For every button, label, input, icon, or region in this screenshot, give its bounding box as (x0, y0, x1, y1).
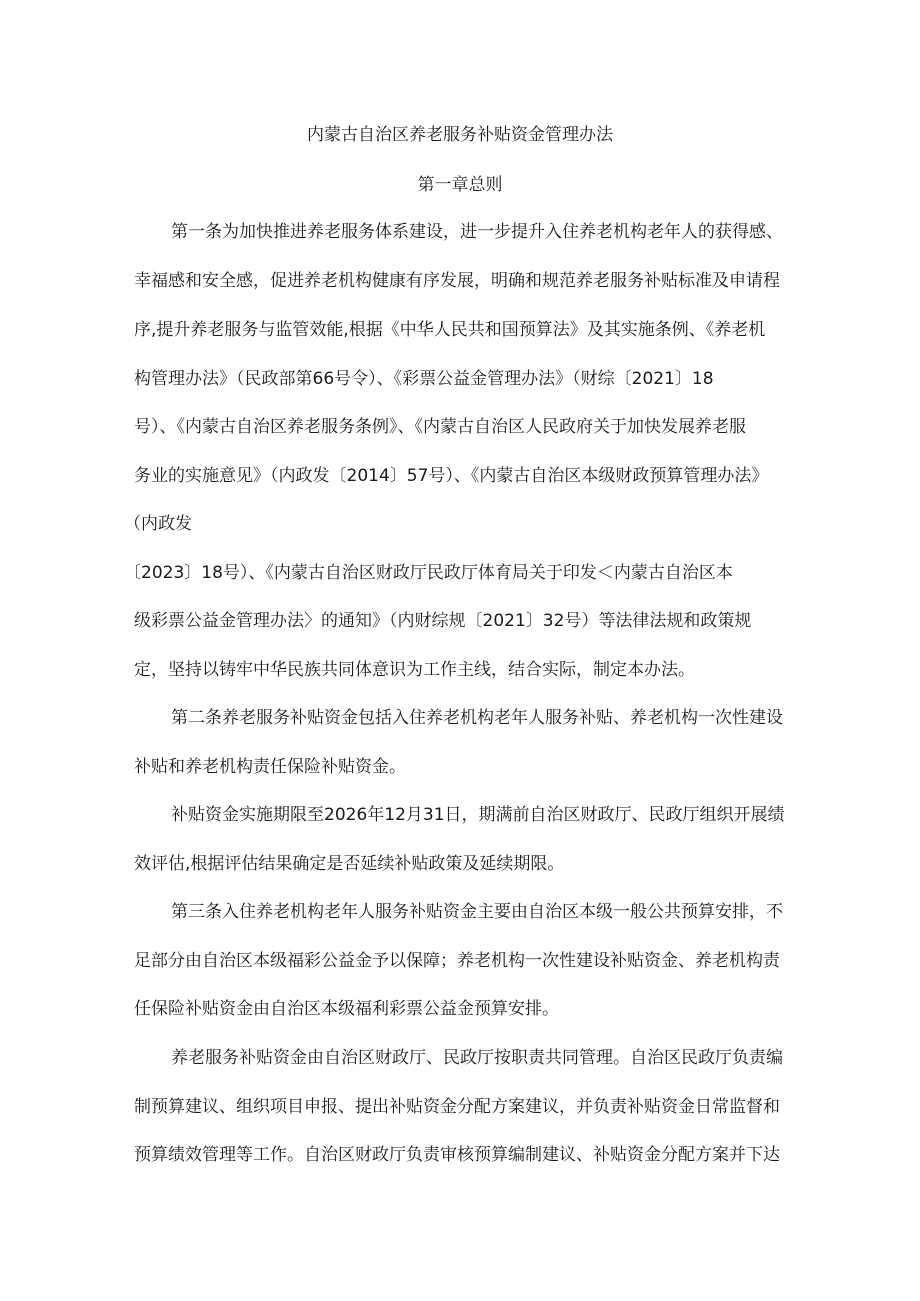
paragraph-line: 务业的实施意见》（内政发〔2014〕57号）、《内蒙古自治区本级财政预算管理办法》 (134, 466, 769, 486)
chapter-heading: 第一章总则 (417, 175, 503, 195)
paragraph-line: 构管理办法》（民政部第66号令）、《彩票公益金管理办法》（财综〔2021〕18 (134, 369, 714, 389)
paragraph-line: 号）、《内蒙古自治区养老服务条例》、《内蒙古自治区人民政府关于加快发展养老服 (134, 417, 746, 437)
document-title: 内蒙古自治区养老服务补贴资金管理办法 (307, 125, 613, 145)
paragraph-line: 〔2023〕18号）、《内蒙古自治区财政厅民政厅体育局关于印发＜内蒙古自治区本 (124, 563, 733, 583)
paragraph-line: 制预算建议、组织项目申报、提出补贴资金分配方案建议，并负责补贴资金日常监督和 (134, 1097, 780, 1117)
paragraph-line: 第一条为加快推进养老服务体系建设，进一步提升入住养老机构老年人的获得感、 (171, 222, 783, 242)
paragraph-line: 预算绩效管理等工作。自治区财政厅负责审核预算编制建议、补贴资金分配方案并下达 (134, 1145, 780, 1165)
paragraph-line: 第三条入住养老机构老年人服务补贴资金主要由自治区本级一般公共预算安排，不 (171, 902, 783, 922)
paragraph-line: 幸福感和安全感，促进养老机构健康有序发展，明确和规范养老服务补贴标准及申请程 (134, 271, 780, 291)
paragraph-line: 任保险补贴资金由自治区本级福利彩票公益金预算安排。 (134, 999, 559, 1019)
paragraph-line: 序,提升养老服务与监管效能,根据《中华人民共和国预算法》及其实施条例、《养老机 (134, 320, 766, 340)
paragraph-line: 补贴资金实施期限至2026年12月31日，期满前自治区财政厅、民政厅组织开展绩 (171, 805, 785, 825)
paragraph-line: 第二条养老服务补贴资金包括入住养老机构老年人服务补贴、养老机构一次性建设 (171, 708, 783, 728)
paragraph-line: 补贴和养老机构责任保险补贴资金。 (134, 757, 406, 777)
paragraph-line: 养老服务补贴资金由自治区财政厅、民政厅按职责共同管理。自治区民政厅负责编 (171, 1048, 783, 1068)
paragraph-line: 定，坚持以铸牢中华民族共同体意识为工作主线，结合实际，制定本办法。 (134, 660, 695, 680)
paragraph-line: 效评估,根据评估结果确定是否延续补贴政策及延续期限。 (134, 854, 565, 874)
paragraph-line: 级彩票公益金管理办法〉的通知》（内财综规〔2021〕32号）等法律法规和政策规 (134, 611, 752, 631)
paragraph-line: 足部分由自治区本级福彩公益金予以保障；养老机构一次性建设补贴资金、养老机构责 (134, 951, 780, 971)
paragraph-line: （内政发 (124, 514, 192, 534)
